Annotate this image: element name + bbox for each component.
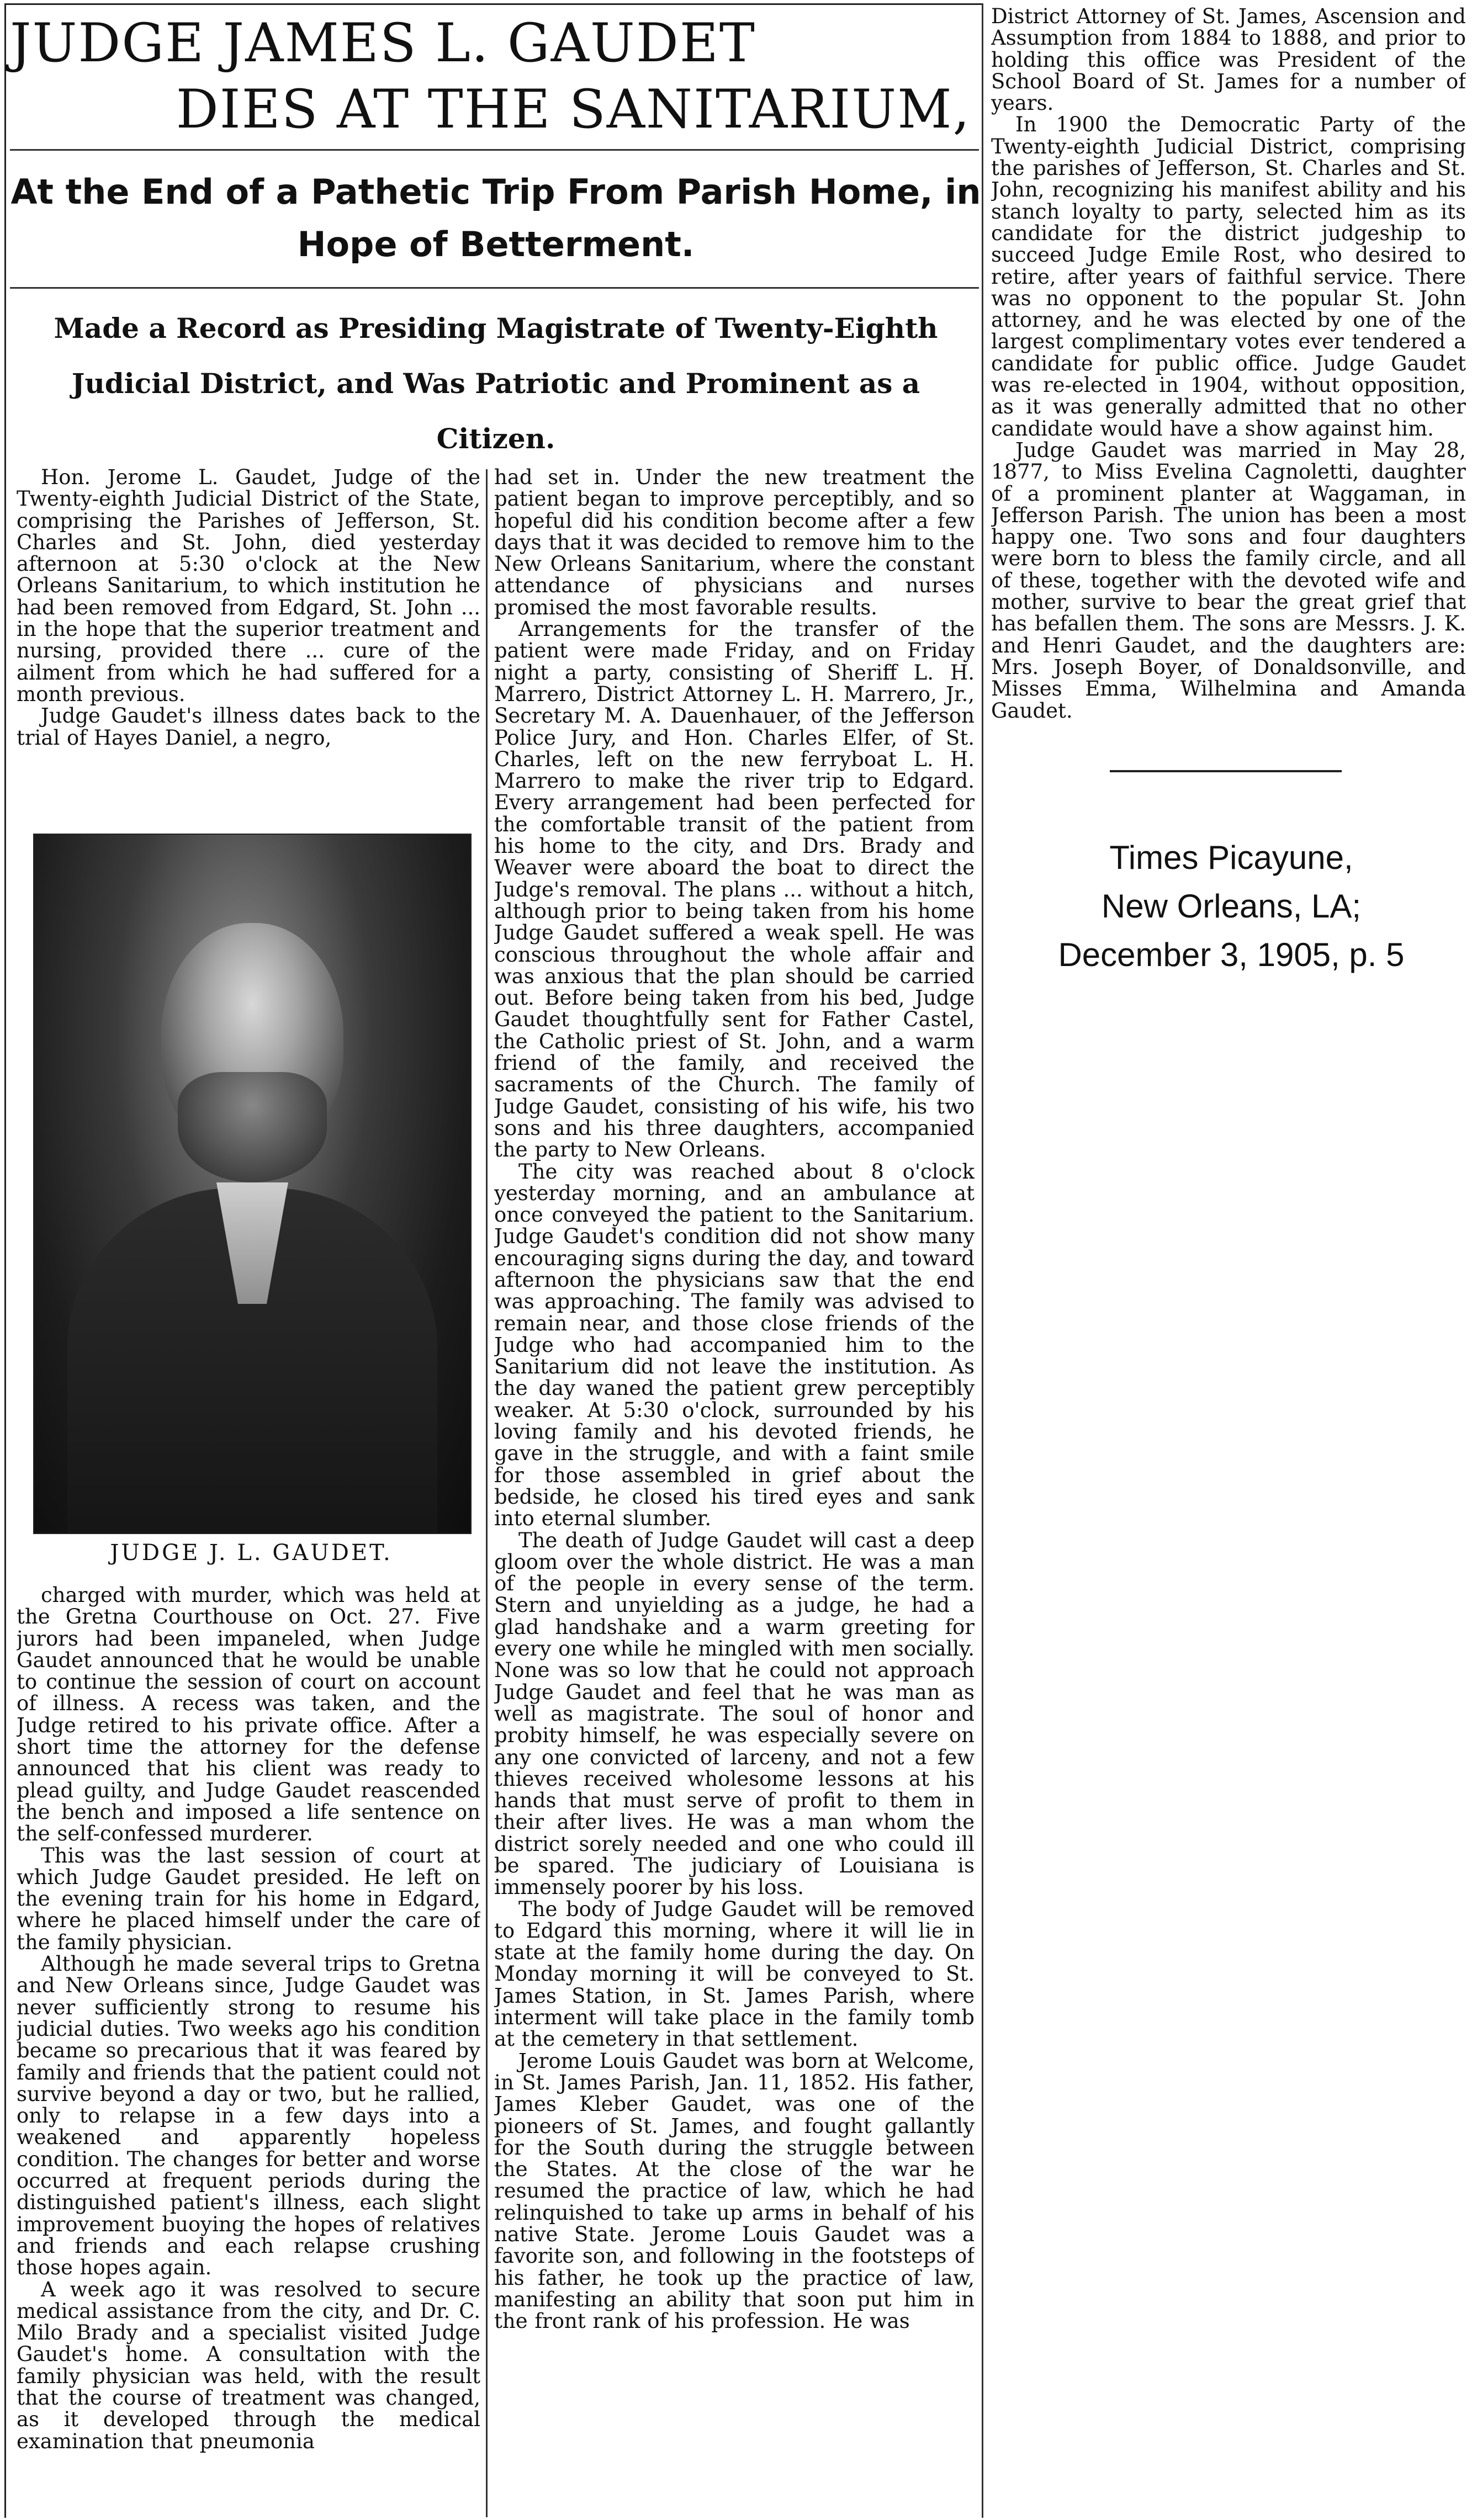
paragraph: The body of Judge Gaudet will be removed to Edgard this morning, where it will lie in state at the family home during the day. On Monday morning it will be conveyed to St. James Station, in St. James Parish, where interment will take place in the family tomb at the cemetery in that settlement. <box>494 1897 975 2051</box>
paragraph: District Attorney of St. James, Ascension and Assumption from 1884 to 1888, and prior to holding this office was President of the School Board of St. James for a number of years. <box>991 6 1466 115</box>
paragraph: Although he made several trips to Gretna and New Orleans since, Judge Gaudet was never sufficiently strong to resume his judicial duties. Two weeks ago his condition became so precarious that it was feared by family and friends that the patient could not survive beyond a day or two, but he rallied, only to relapse in a few days into a weakened and apparently hopeless condition. The changes for better and worse occurred at frequent periods during the distinguished patient's illness, each slight improvement buoying the hopes of relatives and friends and each relapse crushing those hopes again. <box>17 1952 480 2280</box>
paragraph: Hon. Jerome L. Gaudet, Judge of the Twenty-eighth Judicial District of the State, comprising the Parishes of Jefferson, St. Charles and St. John, died yesterday afternoon at 5:30 o'clock at the New Orleans Sanitarium, to which institution he had been removed from Edgard, St. John ... in the hope that the superior treatment and nursing, provided there ... cure of the ailment from which he had suffered for a month previous. <box>17 466 480 706</box>
paragraph: In 1900 the Democratic Party of the Twenty-eighth Judicial District, comprising the parishes of Jefferson, St. Charles and St. John, recognizing his manifest ability and his stanch loyalty to party, selected him as its candidate for the district judgeship to succeed Judge Emile Rost, who desired to retire, after years of faithful service. There was no opponent to the popular St. John attorney, and he was elected by one of the largest complimentary votes ever tendered a candidate for public office. Judge Gaudet was re-elected in 1904, without opposition, as it was generally admitted that no other candidate would have a show against him. <box>991 113 1466 441</box>
paragraph: charged with murder, which was held at the Gretna Courthouse on Oct. 27. Five jurors had been impaneled, when Judge Gaudet announced that he would be unable to continue the session of court on account of illness. A recess was taken, and the Judge retired to his private office. After a short time the attorney for the defense announced that his client was ready to plead guilty, and Judge Gaudet reascended the bench and imposed a life sentence on the self-confessed murderer. <box>17 1584 480 1846</box>
column-2 <box>494 466 975 2517</box>
paragraph: Judge Gaudet was married in May 28, 1877, to Miss Evelina Cagnoletti, daughter of a prominent planter at Waggaman, in Jefferson Parish. The union has been a most happy one. Two sons and four daughters were born to bless the family circle, and all of these, together with the devoted wife and mother, survive to bear the great grief that has befallen them. The sons are Messrs. J. K. and Henri Gaudet, and the daughters are: Mrs. Joseph Boyer, of Donaldsonville, and Misses Emma, Wilhelmina and Amanda Gaudet. <box>991 438 1466 723</box>
source-line-3: December 3, 1905, p. 5 <box>1058 936 1405 973</box>
paragraph: The city was reached about 8 o'clock yesterday morning, and an ambulance at once conveyed the patient to the Sanitarium. Judge Gaudet's condition did not show many encouraging signs during the day, and toward afternoon the physicians saw that the end was approaching. The family was advised to remain near, and those close friends of the Judge who had accompanied him to the Sanitarium did not leave the institution. As the day waned the patient grew perceptibly weaker. At 5:30 o'clock, surrounded by his loving family and his devoted friends, he gave in the struggle, and with a faint smile for those assembled in grief about the bedside, he closed his tired eyes and sank into eternal slumber. <box>494 1159 975 1531</box>
column-1-top <box>17 466 480 814</box>
portrait-beard-shape <box>178 1072 327 1182</box>
deck-rule <box>10 287 979 289</box>
paragraph: Arrangements for the transfer of the patient were made Friday, and on Friday night a party, consisting of Sheriff L. H. Marrero, District Attorney L. H. Marrero, Jr., Secretary M. A. Dauenhauer, of the Jefferson Police Jury, and Hon. Charles Elfer, of St. Charles, left on the new ferryboat L. H. Marrero to make the river trip to Edgard. Every arrangement had been perfected for the comfortable transit of the patient from his home to the city, and Drs. Brady and Weaver were aboard the boat to direct the Judge's removal. The plans ... without a hitch, although prior to being taken from his home Judge Gaudet suffered a weak spell. He was conscious throughout the whole affair and was anxious that the plan should be carried out. Before being taken from his bed, Judge Gaudet thoughtfully sent for Father Castel, the Catholic priest of St. John, and a warm friend of the family, and received the sacraments of the Church. The family of Judge Gaudet, consisting of his wife, his two sons and his three daughters, accompanied the party to New Orleans. <box>494 617 975 1162</box>
article-end-rule <box>1110 770 1342 772</box>
source-line-2: New Orleans, LA; <box>1101 888 1362 925</box>
judge-portrait-photo <box>33 834 472 1534</box>
paragraph: The death of Judge Gaudet will cast a deep gloom over the whole district. He was a man of the people in every sense of the term. Stern and unyielding as a judge, he had a glad handshake and a warm greeting for every one while he mingled with men socially. None was so low that he could not approach Judge Gaudet and feel that he was man as well as magistrate. The soul of honor and probity himself, he was especially severe on any one convicted of larceny, and not a few thieves received wholesome lessons at his hands that must serve of profit to them in their after lives. He was a man whom the district sorely needed and one who could ill be spared. The judiciary of Louisiana is immensely poorer by his loss. <box>494 1528 975 1900</box>
headline-rule <box>10 149 979 151</box>
source-citation <box>994 834 1469 979</box>
headline-line-2: DIES AT THE SANITARIUM, <box>176 78 971 140</box>
frame-top-rule <box>4 3 982 5</box>
deck-1: At the End of a Pathetic Trip From Parish Home, in Hope of Betterment. <box>10 172 981 264</box>
column-rule-2 <box>982 3 983 2518</box>
column-1-bottom <box>17 1584 480 2517</box>
photo-caption: JUDGE J. L. GAUDET. <box>110 1540 393 1566</box>
deck-2: Made a Record as Presiding Magistrate of Twenty-Eighth Judicial District, and Was Patriotic and Prominent as a Citizen. <box>54 312 938 455</box>
paragraph: This was the last session of court at which Judge Gaudet presided. He left on the evening train for his home in Edgard, where he placed himself under the care of the family physician. <box>17 1843 480 1954</box>
headline-line-1: JUDGE JAMES L. GAUDET <box>10 12 756 74</box>
paragraph: A week ago it was resolved to secure medical assistance from the city, and Dr. C. Milo Brady and a specialist visited Judge Gaudet's home. A consultation with the family physician was held, with the result that the course of treatment was changed, as it developed through the medical examination that pneumonia <box>17 2277 480 2453</box>
column-3 <box>991 6 1466 762</box>
source-line-1: Times Picayune, <box>1109 839 1353 876</box>
frame-left-rule <box>4 3 6 2518</box>
paragraph: Judge Gaudet's illness dates back to the trial of Hayes Daniel, a negro, <box>17 704 480 750</box>
paragraph: had set in. Under the new treatment the patient began to improve perceptibly, and so hopeful did his condition become after a few days that it was decided to remove him to the New Orleans Sanitarium, where the constant attendance of physicians and nurses promised the most favorable results. <box>494 466 975 619</box>
paragraph: Jerome Louis Gaudet was born at Welcome, in St. James Parish, Jan. 11, 1852. His father, James Kleber Gaudet, was one of the pioneers of St. James, and fought gallantly for the South during the struggle between the States. At the close of the war he resumed the practice of law, which he had relinquished to take up arms in behalf of his native State. Jerome Louis Gaudet was a favorite son, and following in the footsteps of his father, he took up the practice of law, manifesting an ability that soon put him in the front rank of his profession. He was <box>494 2049 975 2333</box>
column-rule-1 <box>486 469 488 2517</box>
